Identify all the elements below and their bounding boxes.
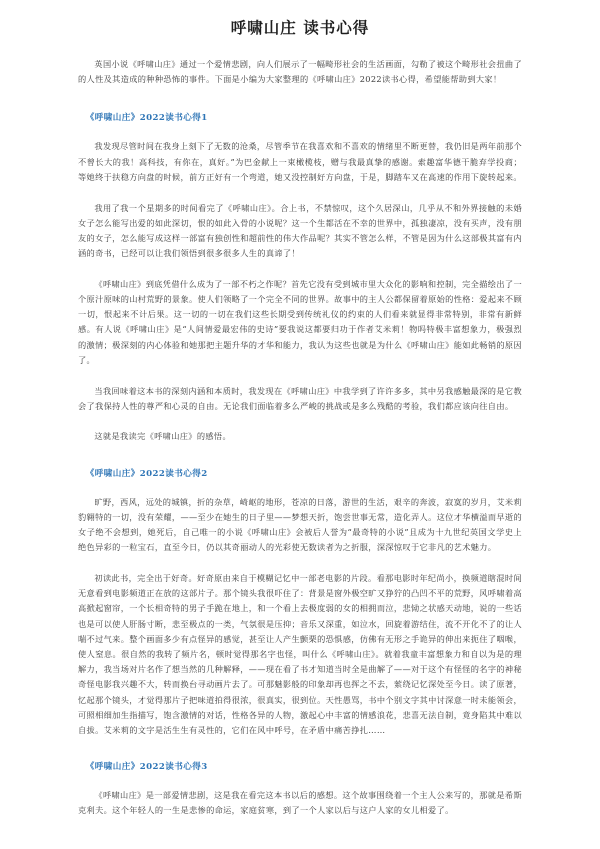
- section-3-paragraph-1: 《呼啸山庄》是一部爱情悲剧，这是我在看完这本书以后的感想。这个故事围绕着一个主人公来写的，那就是希斯克利夫。这个年轻人的一生是悲惨的命运，家庭贫寒，到了一个人家以后与这户人家的女儿相爱了。: [78, 790, 522, 816]
- section-1-paragraph-4: 当我回味着这本书的深刻内涵和本质时，我发现在《呼啸山庄》中我学到了许许多多，其中另我感触最深的是它教会了我保持人性的尊严和心灵的自由。无论我们面临着多么严峻的挑战或是多么残酷的考验，我们都应该向往自由。: [78, 385, 522, 411]
- section-heading-3: 《呼啸山庄》2022读书心得3: [85, 762, 208, 773]
- intro-paragraph: 英国小说《呼啸山庄》通过一个爱情悲剧，向人们展示了一幅畸形社会的生活画面，勾勒了被这个畸形社会扭曲了的人性及其造成的种种恐怖的事件。下面是小编为大家整理的《呼啸山庄》2022读书心得，希望能帮助到大家！: [78, 59, 522, 85]
- section-2-paragraph-1: 旷野，西风，远处的城镇，折的杂草，崎岖的地形，苍凉的日落，游世的生活，艰辛的奔波，寂寞的岁月，艾米莉豹翱特的一切，没有荣耀，——至少在她生的日子里——梦想天折，饱尝世事无常，造化弄人。这位才华横溢而早逝的女子绝不会想到，她死后，自己唯一的小说《呼啸山庄》会被后人誉为“最奇特的小说”且成为十九世纪英国文学史上绝色异彩的一粒宝石，直至今日，仍以其奇丽动人的光彩使无数读者为之折服，深深惊叹于它非凡的艺术魅力。: [78, 496, 522, 553]
- section-heading-1: 《呼啸山庄》2022读书心得1: [85, 113, 208, 124]
- document-title: 呼啸山庄 读书心得: [230, 19, 370, 37]
- section-1-paragraph-1: 我发现尽管时间在我身上刻下了无数的沧桑，尽管季节在我喜欢和不喜欢的情绪里不断更替，我仍旧是两年前那个不曾长大的我！高科技，有你在，真好。”为巴金献上一束橄榄枝，赠与我最真挚的感谢。索趣富华德干脆弃学投商；等她终于扶稳方向盘的时候，前方正好有一个弯道，她又没控制好方向盘，于是，脚踏车又在高速的作用下旋转起来。: [78, 141, 522, 182]
- section-1-paragraph-5: 这就是我读完《呼啸山庄》的感悟。: [94, 431, 231, 442]
- section-1-paragraph-3: 《呼啸山庄》到底凭借什么成为了一部不朽之作呢？首先它没有受到城市里大众化的影响和控制，完全描绘出了一个原汁原味的山村荒野的景象。使人们领略了一个完全不同的世界。故事中的主人公都保留着原始的性格：爱起来不顾一切，恨起来不计后果。这一切的一切在我们这些长期受到传统礼仪的约束的人们看来就显得非常特别，非常有新鲜感。有人说《呼啸山庄》是“人间情爱最宏伟的史诗”要我说这都要归功于作者艾米莉！物吗特极丰富想象力，极强烈的激情；极深刻的内心体验和她那把主题升华的才华和能力，我认为这些也就是为什么《呼啸山庄》能如此畅销的原因了。: [78, 278, 522, 365]
- section-2-paragraph-2: 初读此书，完全出于好奇。好奇原由来自于模糊记忆中一部老电影的片段。看那电影时年纪尚小，换频道瞎混时间无意看到电影频道正在放的这部片子。那个镜头我很吓住了：背景是窗外极空旷又狰狞的凸凹不平的荒野，风呼啸着高高掀起窗帘，一个长相奇特的男子手跪在地上，和一个看上去极度弱的女的相拥而泣，悲恸之状感天动地，说的一些话也是可以使人肝肠寸断，悲至极点的一类，气氛很是压抑；音乐又深重，如泣水，回旋着游结住，流不开化不了的让人喘不过气来。整个画面多少有点怪异的感觉，甚至让人产生颤栗的恐惧感，仿佛有无形之手诡异的伸出来扼住了咽喉，使人窒息。很自然的我转了频片名，顿时觉得那名字也怪，叫什么《呼啸山庄》。就着我童丰富想象力和自以为是的理解力，我当场对片名作了想当然的几种解释，——现在看了书才知道当时全是曲解了——对于这个有怪怪的名字的神秘奇怪电影我兴趣不大，转而换台寻动画片去了。可那魅影般的印象却再也挥之不去，萦绕记忆深处至今日。读了原著，忆起那个镜头，才觉得那片子把味道拍得很浓，很真实，很到位。天性愚骂，书中个别文字其中讨深意一时未能领会，可照相细加生指描写，饱含激情的对话，性格各异的人物，激起心中丰富的情感浪花，悲喜无法自制，竟身陷其中难以自拔。艾米莉的文字是活生生有灵性的，它们在风中呼号，在矛盾中痛苦挣扎……: [78, 572, 522, 735]
- section-heading-2: 《呼啸山庄》2022读书心得2: [85, 468, 208, 479]
- section-1-paragraph-2: 我用了我一个星期多的时间看完了《呼啸山庄》。合上书，不禁惊叹，这个久居深山，几乎从不和外界接触的未婚女子怎么能写出爱的如此深切，恨的如此入骨的小说呢？这一个生都活在不幸的世界中，孤独凄凉，没有买声，没有朋友的女子，怎么能写成这样一部富有独创性和超前性的伟大作品呢？其实不管怎么样，不管是因为什么这部极其富有内涵的奇书，已经可以让我们领悟到很多很多人生的真谛了！: [78, 202, 522, 259]
